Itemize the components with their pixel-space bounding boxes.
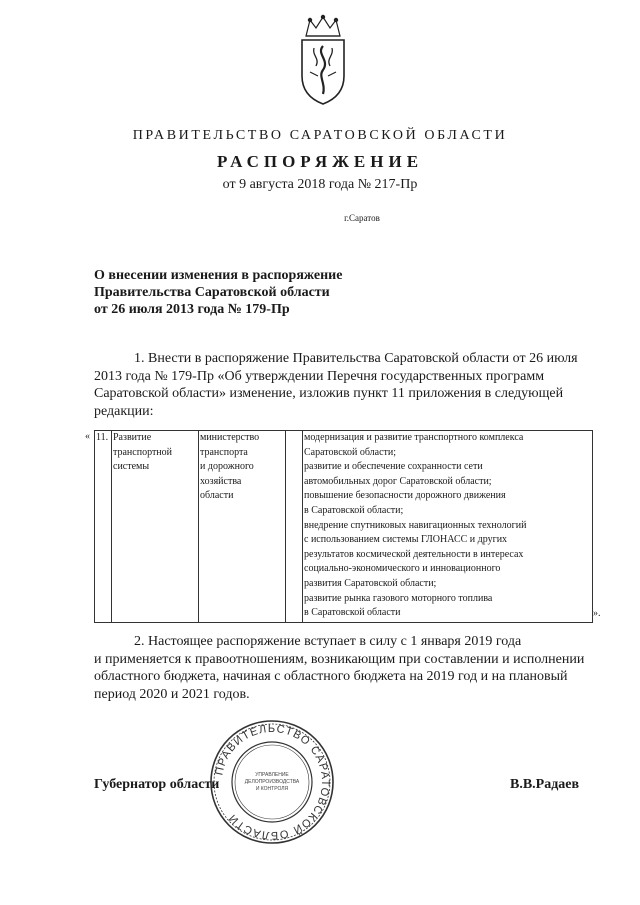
- paragraph-line: Саратовской области» изменение, изложив пункт 11 приложения в следующей: [94, 386, 564, 401]
- document-type: РАСПОРЯЖЕНИЕ: [216, 152, 424, 171]
- cell-line: системы: [113, 461, 150, 473]
- cell-line: 11.: [96, 432, 109, 443]
- document-subject: [94, 267, 342, 318]
- cell-line: транспортной: [113, 446, 173, 458]
- cell-line: результатов космической деятельности в интересах: [304, 548, 524, 560]
- cell-line: в Саратовской области;: [304, 504, 404, 516]
- subject-line: от 26 июля 2013 года № 179-Пр: [94, 302, 290, 317]
- cell-line: транспорта: [200, 446, 248, 458]
- subject-line: Правительства Саратовской области: [94, 285, 330, 300]
- cell-line: хозяйства: [200, 475, 242, 487]
- cell-line: модернизация и развитие транспортного комплекса: [304, 432, 524, 443]
- svg-text:ДЕЛОПРОИЗВОДСТВА: ДЕЛОПРОИЗВОДСТВА: [244, 779, 300, 785]
- svg-text:ПРАВИТЕЛЬСТВО САРАТОВСКОЙ ОБЛА: ПРАВИТЕЛЬСТВО САРАТОВСКОЙ ОБЛАСТИ: [213, 722, 332, 842]
- cell-line: развитие рынка газового моторного топлива: [304, 592, 493, 604]
- cell-line: повышение безопасности дорожного движения: [304, 490, 506, 502]
- cell-line: внедрение спутниковых навигационных технологий: [304, 519, 527, 531]
- table-cell-program: [112, 431, 199, 623]
- table-quote-open: «: [85, 431, 90, 442]
- table-cell-empty: [286, 431, 303, 623]
- cell-line: области: [200, 490, 234, 502]
- table-quote-close: ».: [593, 608, 601, 619]
- cell-line: в Саратовской области: [304, 607, 401, 619]
- cell-line: развитие и обеспечение сохранности сети: [304, 461, 483, 473]
- government-name: ПРАВИТЕЛЬСТВО САРАТОВСКОЙ ОБЛАСТИ: [132, 128, 508, 143]
- cell-line: с использованием системы ГЛОНАСС и других: [304, 534, 508, 546]
- paragraph-line: 2013 года № 179-Пр «Об утверждении Перечня государственных программ: [94, 368, 545, 384]
- table-row: [95, 431, 593, 623]
- signature-title: Губернатор области: [94, 777, 220, 792]
- cell-line: развития Саратовской области;: [304, 577, 437, 589]
- signature-name: В.В.Радаев: [510, 777, 580, 792]
- table-cell-number: [95, 431, 112, 623]
- paragraph-line: период 2020 и 2021 годов.: [94, 686, 250, 702]
- cell-line: министерство: [200, 432, 260, 443]
- document-date-number: от 9 августа 2018 года № 217-Пр: [222, 177, 418, 192]
- cell-line: Саратовской области;: [304, 446, 397, 458]
- program-table: [94, 430, 593, 623]
- paragraph-1: [94, 350, 594, 420]
- table-cell-subprograms: [303, 431, 593, 623]
- coat-of-arms-icon: [298, 14, 348, 106]
- official-seal-icon: [208, 718, 336, 846]
- paragraph-2: [94, 633, 594, 703]
- svg-text:УПРАВЛЕНИЕ: УПРАВЛЕНИЕ: [255, 772, 289, 778]
- paragraph-line: и применяется к правоотношениям, возникающим при составлении и исполнении: [94, 651, 585, 667]
- cell-line: и дорожного: [200, 461, 254, 473]
- cell-line: автомобильных дорог Саратовской области;: [304, 475, 492, 487]
- paragraph-line: 1. Внести в распоряжение Правительства Саратовской области от 26 июля: [134, 351, 578, 366]
- svg-text:И КОНТРОЛЯ: И КОНТРОЛЯ: [255, 786, 289, 792]
- cell-line: Развитие: [113, 432, 152, 443]
- paragraph-line: 2. Настоящее распоряжение вступает в силу с 1 января 2019 года: [134, 634, 522, 649]
- cell-line: социально-экономического и инновационного: [304, 563, 501, 575]
- document-city: г.Саратов: [344, 213, 380, 223]
- paragraph-line: редакции:: [94, 403, 154, 419]
- paragraph-line: областного бюджета, начиная с областного бюджета на 2019 год и на плановый: [94, 669, 568, 684]
- table-cell-executor: [199, 431, 286, 623]
- subject-line: О внесении изменения в распоряжение: [94, 268, 343, 283]
